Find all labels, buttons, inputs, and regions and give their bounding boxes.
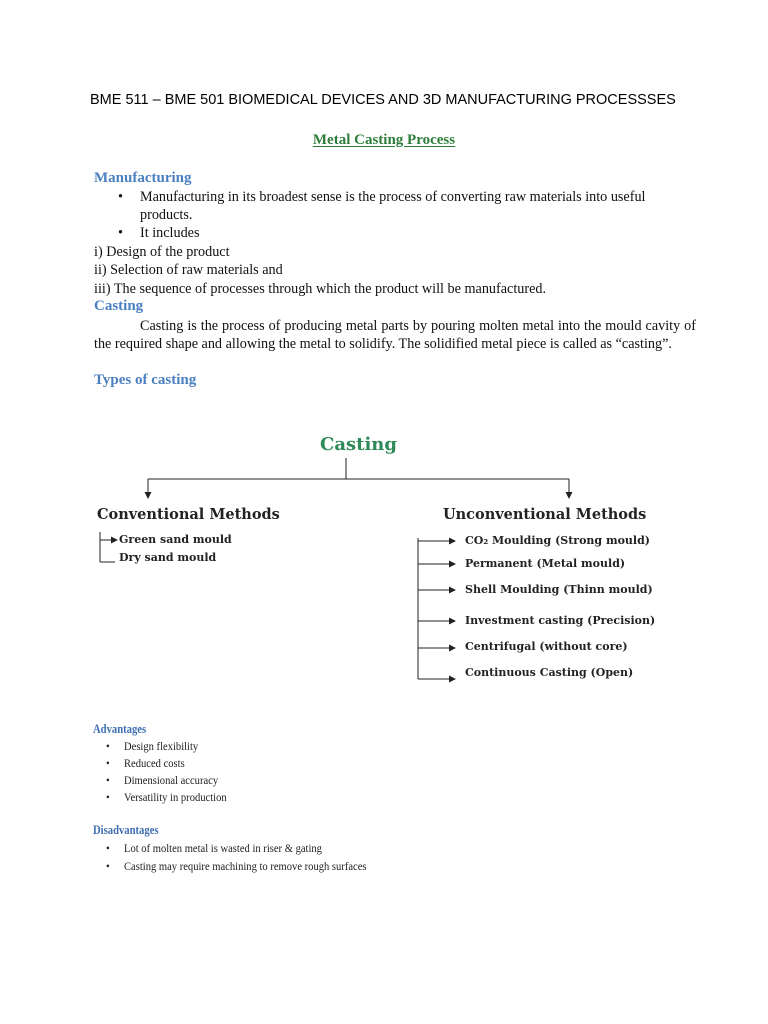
disadvantages-heading: Disadvantages xyxy=(93,823,159,837)
right-item-label: Centrifugal (without core) xyxy=(465,640,628,653)
advantage-text: Reduced costs xyxy=(124,756,185,770)
advantage-text: Design flexibility xyxy=(124,739,199,753)
left-item-label: Dry sand mould xyxy=(119,551,217,564)
bullet: • xyxy=(106,841,110,855)
list-item xyxy=(106,756,110,771)
manufacturing-heading: Manufacturing xyxy=(94,170,192,186)
diagram-root-label: Casting xyxy=(320,434,397,455)
list-item xyxy=(106,859,110,874)
disadvantage-text: Casting may require machining to remove rough surfaces xyxy=(124,859,367,873)
right-item-label: Permanent (Metal mould) xyxy=(465,557,626,570)
right-item-label: Shell Moulding (Thinn mould) xyxy=(465,583,653,596)
casting-heading: Casting xyxy=(94,298,144,314)
list-item xyxy=(106,773,110,788)
document-header: BME 511 – BME 501 BIOMEDICAL DEVICES AND 3D MANUFACTURING PROCESSSES xyxy=(90,92,676,108)
bullet: • xyxy=(106,790,110,804)
bullet: • xyxy=(118,189,123,205)
bullet: • xyxy=(106,773,110,787)
page-title-text: Metal Casting Process xyxy=(312,132,456,148)
list-item: ii) Selection of raw materials and xyxy=(94,262,283,278)
casting-paragraph: Casting is the process of producing metal parts by pouring molten metal into the mould cavity of the required shape and allowing the metal to solidify. The solidified metal piece is called as “casting”. xyxy=(94,318,696,352)
list-item xyxy=(106,841,110,856)
right-item-label: CO₂ Moulding (Strong mould) xyxy=(465,534,650,547)
unconventional-heading: Unconventional Methods xyxy=(443,506,647,523)
advantage-text: Versatility in production xyxy=(124,790,227,804)
bullet-text: It includes xyxy=(140,225,200,241)
left-item-label: Green sand mould xyxy=(119,533,232,546)
right-item-label: Investment casting (Precision) xyxy=(465,614,656,627)
list-item xyxy=(106,790,110,805)
list-item xyxy=(106,739,110,754)
conventional-heading: Conventional Methods xyxy=(97,506,280,523)
list-item: i) Design of the product xyxy=(94,244,230,260)
advantage-text: Dimensional accuracy xyxy=(124,773,219,787)
disadvantage-text: Lot of molten metal is wasted in riser & gating xyxy=(124,841,322,855)
bullet: • xyxy=(106,859,110,873)
list-item: iii) The sequence of processes through which the product will be manufactured. xyxy=(94,281,547,297)
bullet: • xyxy=(118,225,123,241)
bullet-text: Manufacturing in its broadest sense is the process of converting raw materials into useful xyxy=(140,189,646,205)
bullet-text-continuation: products. xyxy=(140,207,193,223)
types-heading: Types of casting xyxy=(94,372,197,388)
bullet: • xyxy=(106,756,110,770)
right-item-label: Continuous Casting (Open) xyxy=(465,666,634,679)
bullet: • xyxy=(106,739,110,753)
advantages-heading: Advantages xyxy=(93,722,147,736)
